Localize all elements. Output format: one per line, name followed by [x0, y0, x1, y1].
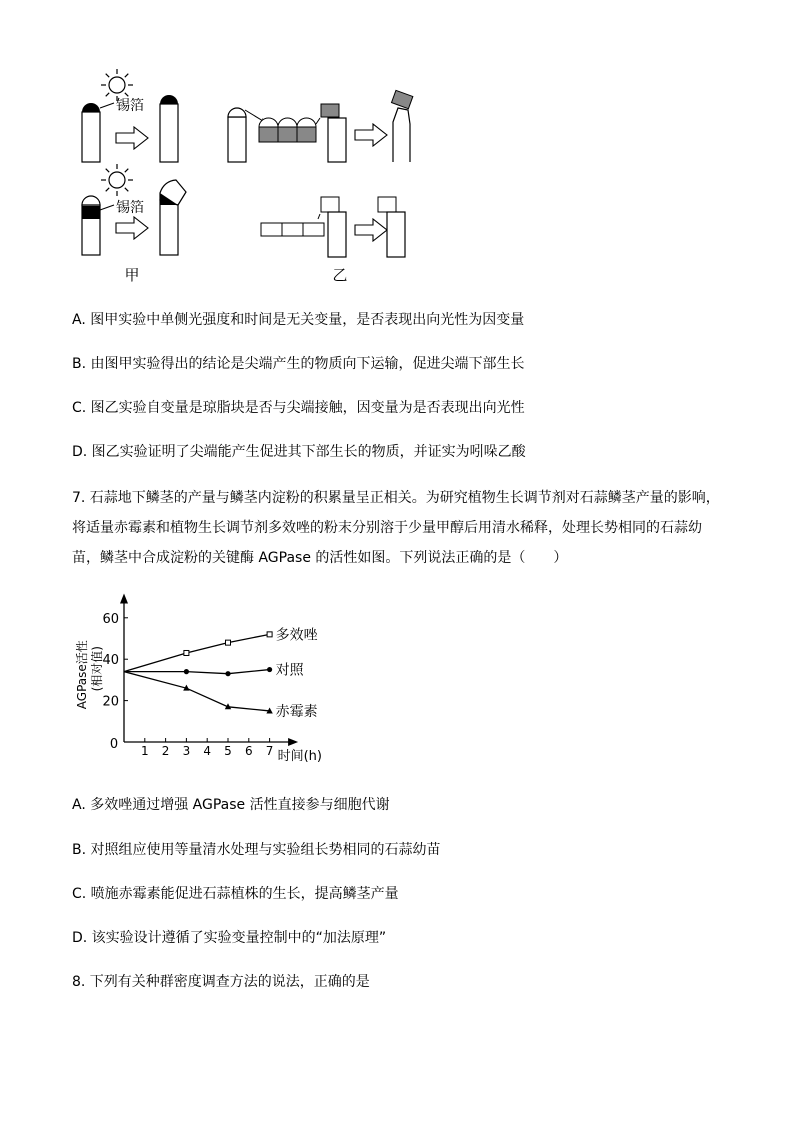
- arrow-icon: [116, 127, 148, 149]
- series-line: [124, 670, 270, 674]
- q6-option-d: D. 图乙实验证明了尖端能产生促进其下部生长的物质，并证实为吲哚乙酸: [72, 444, 526, 460]
- y-axis-label: AGPase活性: [75, 640, 89, 710]
- q7-stem-line: 苗，鳞茎中合成淀粉的关键酶 AGPase 的活性如图。下列说法正确的是（ ）: [72, 550, 568, 566]
- x-tick-label: 7: [265, 744, 274, 758]
- yi-row1: [228, 90, 413, 162]
- x-axis-arrow: [288, 738, 298, 746]
- q7-option-a: A. 多效唑通过增强 AGPase 活性直接参与细胞代谢: [72, 797, 390, 813]
- y-axis-label-unit: (相对值): [90, 646, 104, 692]
- series-label: 赤霉素: [275, 703, 318, 720]
- data-point: [266, 707, 272, 713]
- series-label: 多效唑: [275, 627, 318, 644]
- figure-label-yi: 乙: [332, 266, 348, 284]
- data-point: [184, 650, 189, 655]
- series-triangle: [124, 672, 318, 720]
- q7-stem: [72, 483, 732, 573]
- tinfoil-label: 锡箔: [116, 98, 144, 114]
- phototropism-figure: [0, 0, 794, 300]
- x-tick-label: 3: [182, 744, 191, 758]
- data-point: [184, 669, 189, 674]
- figure-label-jia: 甲: [124, 266, 140, 284]
- data-point: [226, 640, 231, 645]
- sun-icon: [101, 164, 133, 196]
- q8-stem: 8. 下列有关种群密度调查方法的说法，正确的是: [72, 974, 370, 990]
- y-tick-label: 20: [102, 694, 119, 710]
- y-axis-arrow: [120, 593, 128, 603]
- data-point: [225, 671, 230, 676]
- q7-stem-line: 7. 石蒜地下鳞茎的产量与鳞茎内淀粉的积累量呈正相关。为研究植物生长调节剂对石蒜鳞茎产量的影响，: [72, 490, 720, 506]
- data-point: [267, 632, 272, 637]
- x-tick-label: 5: [224, 744, 232, 758]
- arrow-icon: [355, 219, 387, 241]
- q7-stem-line: 将适量赤霉素和植物生长调节剂多效唑的粉末分别溶于少量甲醇后用清水稀释，处理长势相同的石蒜幼: [72, 520, 702, 536]
- y-tick-label: 60: [102, 611, 119, 627]
- x-axis-label: 时间(h): [277, 749, 322, 764]
- tinfoil-band: [82, 206, 100, 219]
- arrow-icon: [116, 217, 148, 239]
- q7-option-d: D. 该实验设计遵循了实验变量控制中的“加法原理”: [72, 930, 387, 946]
- tinfoil-label: 锡箔: [116, 200, 144, 216]
- q6-option-a: A. 图甲实验中单侧光强度和时间是无关变量，是否表现出向光性为因变量: [72, 312, 525, 328]
- coleoptile: [82, 112, 100, 162]
- arrow-icon: [355, 124, 387, 146]
- x-tick-label: 1: [140, 744, 149, 758]
- yi-row2: [261, 197, 405, 257]
- x-tick-label: 2: [161, 744, 170, 758]
- series-line: [124, 672, 270, 711]
- q7-option-c: C. 喷施赤霉素能促进石蒜植株的生长，提高鳞茎产量: [72, 886, 399, 902]
- series-line: [124, 634, 270, 671]
- tinfoil-cap: [82, 103, 100, 112]
- q6-option-c: C. 图乙实验自变量是琼脂块是否与尖端接触，因变量为是否表现出向光性: [72, 400, 525, 416]
- series-circle: [124, 663, 305, 679]
- data-point: [183, 685, 189, 691]
- q7-option-b: B. 对照组应使用等量清水处理与实验组长势相同的石蒜幼苗: [72, 842, 441, 858]
- origin-label: 0: [109, 737, 119, 752]
- data-point: [225, 703, 231, 709]
- data-point: [267, 667, 272, 672]
- y-tick-label: 40: [102, 653, 119, 669]
- jia-row2: [82, 164, 186, 255]
- series-square: [124, 627, 319, 671]
- series-label: 对照: [275, 662, 304, 679]
- sun-icon: [101, 69, 133, 101]
- x-tick-label: 6: [244, 744, 253, 758]
- jia-row1: [82, 69, 178, 162]
- q6-option-b: B. 由图甲实验得出的结论是尖端产生的物质向下运输，促进尖端下部生长: [72, 356, 525, 372]
- x-tick-label: 4: [203, 744, 212, 758]
